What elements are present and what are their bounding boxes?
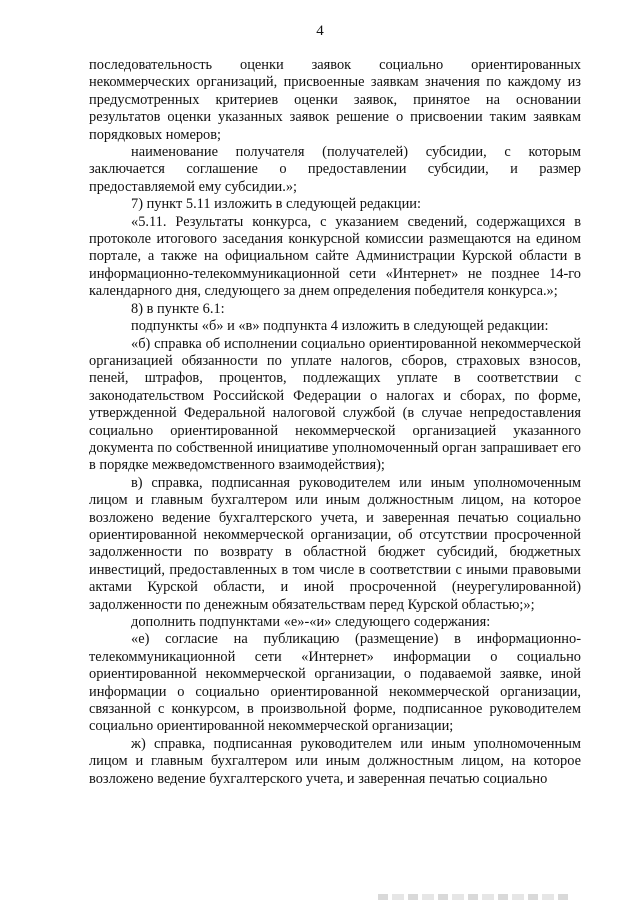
paragraph-recipient-name: наименование получателя (получателей) субсидии, с которым заключается соглашение о предоставлении субсидии, и размер предоставляемой ему субсидии.»; [89,144,581,195]
paragraph-subitem-b: «б) справка об исполнении социально ориентированной некоммерческой организацией обязанности по уплате налогов, сборов, страховых взносов, пеней, штрафов, процентов, подлежащих уплате в соответствии с законодательством Российской Федерации о налогах и сборах, по форме, утвержденной Федеральной налоговой службой (в случае непредоставления социально ориентированной некоммерческой организацией указанного документа по собственной инициативе уполномоченный орган запрашивает его в порядке межведомственного взаимодействия); [89,335,581,474]
paragraph-item-8: 8) в пункте 6.1: [131,300,225,317]
paragraph-clause-5-11: «5.11. Результаты конкурса, с указанием сведений, содержащихся в протоколе итогового заседания конкурсной комиссии размещаются на едином портале, а также на официальном сайте Администрации Курской области в информационно-телекоммуникационной сети «Интернет» не позднее 14-го календарного дня, следующего за днем определения победителя конкурса.»; [89,213,581,300]
paragraph-subitems-b-v: подпункты «б» и «в» подпункта 4 изложить в следующей редакции: [131,318,549,335]
paragraph-subitem-e: «е) согласие на публикацию (размещение) в информационно-телекоммуникационной сети «Интернет» информации о социально ориентированной некоммерческой организации, о подаваемой заявке, иной информации о социально ориентированной некоммерческой организации, связанной с конкурсом, в произвольной форме, подписанное руководителем социально ориентированной некоммерческой организации; [89,631,581,735]
paragraph-add-subitems: дополнить подпунктами «е»-«и» следующего содержания: [131,614,491,630]
document-body [89,57,581,788]
scan-artifact [378,894,568,900]
paragraph-item-7: 7) пункт 5.11 изложить в следующей редакции: [131,196,422,213]
paragraph-subitem-zh: ж) справка, подписанная руководителем или иным уполномоченным лицом и главным бухгалтером или иным должностным лицом, на которое возложено ведение бухгалтерского учета, и заверенная печатью социально [89,735,581,787]
page-number: 4 [316,23,324,39]
paragraph-evaluation-sequence: последовательность оценки заявок социально ориентированных некоммерческих организаций, присвоенные заявкам значения по каждому из предусмотренных критериев оценки заявок, принятое на основании результатов оценки указанных заявок решение о присвоении таким заявкам порядковых номеров; [89,57,581,143]
paragraph-subitem-v: в) справка, подписанная руководителем или иным уполномоченным лицом и главным бухгалтером или иным должностным лицом, на которое возложено ведение бухгалтерского учета, и заверенная печатью социально ориентированной некоммерческой организации, об отсутствии просроченной задолженности по возврату в областной бюджет субсидий, бюджетных инвестиций, предоставленных в том числе в соответствии с иными правовыми актами Курской области, и иной просроченной (неурегулированной) задолженности по денежным обязательствам перед Курской областью;»; [89,474,581,613]
